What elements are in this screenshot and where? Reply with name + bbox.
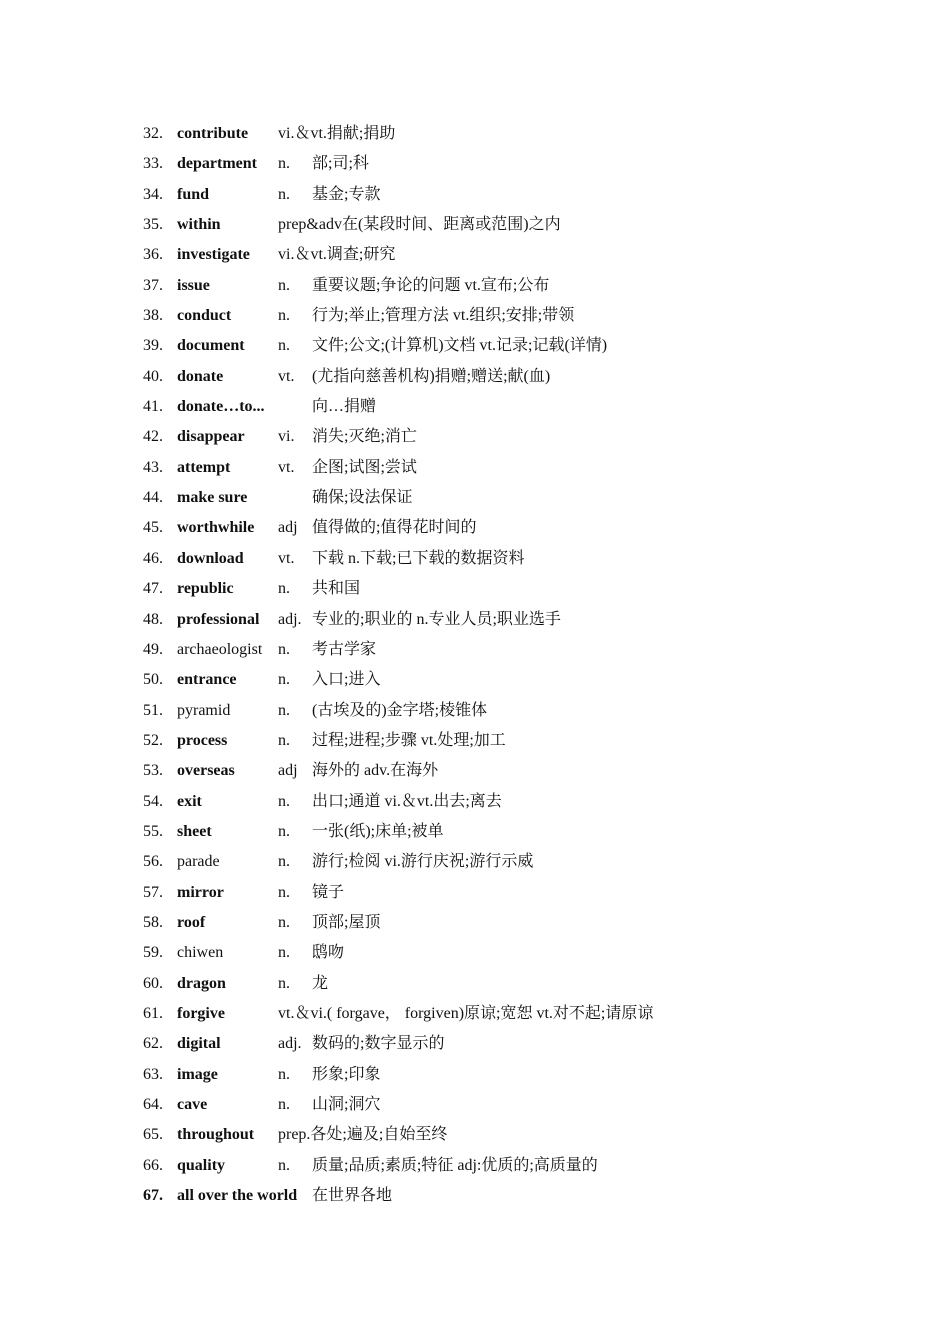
entry-number: 45.: [143, 519, 163, 537]
entry-part-of-speech: n.: [278, 883, 290, 901]
vocab-entry: [0, 422, 950, 452]
vocab-entry: [0, 119, 950, 149]
entry-number: 49.: [143, 640, 163, 658]
entry-definition: 部;司;科: [312, 155, 369, 173]
entry-part-of-speech: n.: [278, 1096, 290, 1113]
entry-definition: 龙: [312, 974, 329, 992]
entry-word: professional: [177, 610, 260, 628]
entry-part-of-speech: n.: [278, 792, 290, 810]
entry-number: 67.: [143, 1187, 163, 1205]
vocab-entry: [0, 513, 950, 543]
entry-definition: vi.＆vt.捐献;捐助: [278, 125, 396, 142]
entry-word: archaeologist: [177, 640, 263, 658]
entry-word: within: [177, 216, 221, 234]
vocab-entry: [0, 392, 950, 422]
entry-number: 34.: [143, 185, 163, 203]
entry-definition: prep.各处;遍及;自始至终: [278, 1126, 448, 1144]
entry-part-of-speech: n.: [278, 580, 290, 598]
vocab-entry: [0, 787, 950, 817]
entry-definition: 确保;设法保证: [312, 489, 413, 507]
entry-number: 57.: [143, 883, 163, 901]
entry-number: 47.: [143, 580, 163, 598]
entry-definition: (尤指向慈善机构)捐赠;赠送;献(血): [312, 367, 551, 385]
vocabulary-list: [0, 119, 950, 1211]
entry-number: 39.: [143, 337, 163, 355]
entry-word: make sure: [177, 489, 248, 507]
vocab-entry: [0, 483, 950, 513]
vocab-entry: [0, 756, 950, 786]
entry-word: donate: [177, 367, 224, 385]
entry-definition: 镜子: [312, 883, 345, 901]
entry-number: 61.: [143, 1004, 163, 1022]
entry-definition: prep&adv在(某段时间、距离或范围)之内: [278, 216, 561, 234]
entry-definition: 入口;进入: [312, 671, 381, 689]
vocab-entry: [0, 180, 950, 210]
entry-word: process: [177, 731, 228, 749]
vocab-entry: [0, 1029, 950, 1059]
entry-definition: (古埃及的)金字塔;棱锥体: [312, 701, 488, 719]
entry-number: 65.: [143, 1126, 163, 1144]
entry-definition: 顶部;屋顶: [312, 913, 381, 931]
entry-word: all over the world: [177, 1187, 298, 1205]
entry-part-of-speech: n.: [278, 307, 290, 325]
entry-number: 60.: [143, 974, 163, 992]
entry-number: 35.: [143, 216, 163, 234]
entry-part-of-speech: adj.: [278, 1035, 302, 1053]
entry-definition: 一张(纸);床单;被单: [312, 822, 444, 840]
vocab-entry: [0, 938, 950, 968]
entry-part-of-speech: n.: [278, 974, 290, 992]
entry-word: overseas: [177, 762, 235, 780]
vocab-entry: [0, 817, 950, 847]
entry-word: mirror: [177, 883, 224, 901]
entry-word: image: [177, 1065, 218, 1083]
entry-part-of-speech: vt.: [278, 549, 295, 567]
entry-word: cave: [177, 1096, 208, 1113]
vocab-entry: [0, 605, 950, 635]
vocab-entry: [0, 878, 950, 908]
entry-word: investigate: [177, 246, 250, 264]
entry-definition: 海外的 adv.在海外: [312, 762, 439, 780]
entry-number: 58.: [143, 913, 163, 931]
entry-definition: vt.＆vi.( forgave， forgiven)原谅;宽恕 vt.对不起;请原谅: [278, 1004, 654, 1022]
entry-word: roof: [177, 913, 206, 931]
entry-number: 54.: [143, 792, 163, 810]
entry-word: download: [177, 549, 244, 567]
entry-part-of-speech: adj.: [278, 610, 302, 628]
entry-word: exit: [177, 792, 202, 810]
entry-definition: vi.＆vt.调查;研究: [278, 246, 396, 264]
vocab-entry: [0, 210, 950, 240]
entry-word: pyramid: [177, 701, 231, 719]
vocab-entry: [0, 635, 950, 665]
entry-part-of-speech: n.: [278, 853, 290, 871]
entry-definition: 游行;检阅 vi.游行庆祝;游行示威: [312, 853, 534, 871]
entry-part-of-speech: n.: [278, 1156, 290, 1174]
entry-word: department: [177, 155, 257, 173]
entry-number: 46.: [143, 549, 163, 567]
entry-number: 40.: [143, 367, 163, 385]
vocab-entry: [0, 149, 950, 179]
entry-number: 63.: [143, 1065, 163, 1083]
entry-part-of-speech: adj: [278, 762, 298, 780]
entry-definition: 在世界各地: [312, 1187, 393, 1205]
entry-part-of-speech: n.: [278, 731, 290, 749]
entry-part-of-speech: vt.: [278, 458, 295, 476]
vocab-entry: [0, 696, 950, 726]
entry-word: digital: [177, 1035, 221, 1053]
entry-part-of-speech: n.: [278, 1065, 290, 1083]
vocab-entry: [0, 544, 950, 574]
entry-number: 56.: [143, 853, 163, 871]
vocab-entry: [0, 574, 950, 604]
entry-number: 37.: [143, 276, 163, 294]
entry-word: dragon: [177, 974, 226, 992]
entry-word: issue: [177, 276, 210, 294]
entry-number: 62.: [143, 1035, 163, 1053]
entry-number: 43.: [143, 458, 163, 476]
entry-word: throughout: [177, 1126, 255, 1144]
entry-definition: 鸱吻: [312, 944, 345, 962]
entry-part-of-speech: n.: [278, 185, 290, 203]
entry-part-of-speech: n.: [278, 671, 290, 689]
vocab-entry: [0, 1120, 950, 1150]
entry-word: sheet: [177, 822, 212, 840]
entry-number: 50.: [143, 671, 163, 689]
entry-part-of-speech: n.: [278, 701, 290, 719]
entry-part-of-speech: vt.: [278, 367, 295, 385]
vocab-entry: [0, 969, 950, 999]
entry-definition: 考古学家: [312, 640, 377, 658]
entry-part-of-speech: n.: [278, 337, 290, 355]
entry-definition: 消失;灭绝;消亡: [312, 428, 417, 446]
entry-definition: 文件;公文;(计算机)文档 vt.记录;记载(详情): [312, 337, 608, 355]
vocab-entry: [0, 1060, 950, 1090]
vocab-entry: [0, 301, 950, 331]
vocab-entry: [0, 1151, 950, 1181]
entry-definition: 重要议题;争论的问题 vt.宣布;公布: [312, 276, 550, 294]
entry-word: document: [177, 337, 245, 355]
entry-definition: 基金;专款: [312, 185, 381, 203]
entry-definition: 向…捐赠: [312, 398, 377, 416]
entry-word: conduct: [177, 307, 232, 325]
vocab-entry: [0, 453, 950, 483]
entry-part-of-speech: adj: [278, 519, 298, 537]
entry-definition: 专业的;职业的 n.专业人员;职业选手: [312, 610, 561, 628]
entry-word: parade: [177, 853, 220, 871]
entry-part-of-speech: vi.: [278, 428, 295, 446]
vocab-entry: [0, 1090, 950, 1120]
vocab-entry: [0, 726, 950, 756]
entry-part-of-speech: n.: [278, 822, 290, 840]
entry-word: fund: [177, 185, 210, 203]
entry-definition: 共和国: [312, 580, 361, 598]
vocab-entry: [0, 362, 950, 392]
vocab-entry: [0, 665, 950, 695]
vocab-entry: [0, 271, 950, 301]
entry-word: quality: [177, 1156, 226, 1174]
entry-word: republic: [177, 580, 234, 598]
entry-number: 38.: [143, 307, 163, 325]
entry-number: 53.: [143, 762, 163, 780]
entry-word: chiwen: [177, 944, 224, 962]
entry-number: 44.: [143, 489, 163, 507]
entry-definition: 出口;通道 vi.＆vt.出去;离去: [312, 792, 502, 810]
vocab-entry: [0, 999, 950, 1029]
entry-number: 33.: [143, 155, 163, 173]
entry-definition: 值得做的;值得花时间的: [312, 519, 477, 537]
entry-word: entrance: [177, 671, 237, 689]
entry-part-of-speech: n.: [278, 155, 290, 173]
entry-number: 42.: [143, 428, 163, 446]
entry-word: disappear: [177, 428, 245, 446]
entry-number: 48.: [143, 610, 163, 628]
entry-word: contribute: [177, 125, 249, 142]
entry-number: 51.: [143, 701, 163, 719]
entry-number: 41.: [143, 398, 163, 416]
entry-definition: 质量;品质;素质;特征 adj:优质的;高质量的: [312, 1156, 598, 1174]
entry-definition: 山洞;洞穴: [312, 1096, 381, 1113]
entry-word: forgive: [177, 1004, 225, 1022]
entry-definition: 企图;试图;尝试: [312, 458, 417, 476]
entry-definition: 形象;印象: [312, 1065, 381, 1083]
entry-word: attempt: [177, 458, 231, 476]
vocab-entry: [0, 908, 950, 938]
vocab-entry: [0, 1181, 950, 1211]
entry-word: donate…to...: [177, 398, 265, 416]
entry-definition: 行为;举止;管理方法 vt.组织;安排;带领: [312, 307, 575, 325]
entry-number: 32.: [143, 125, 163, 142]
vocab-entry: [0, 331, 950, 361]
entry-number: 59.: [143, 944, 163, 962]
entry-definition: 下载 n.下载;已下载的数据资料: [312, 549, 525, 567]
entry-number: 55.: [143, 822, 163, 840]
entry-part-of-speech: n.: [278, 913, 290, 931]
entry-number: 66.: [143, 1156, 163, 1174]
entry-definition: 过程;进程;步骤 vt.处理;加工: [312, 731, 506, 749]
entry-part-of-speech: n.: [278, 276, 290, 294]
entry-number: 36.: [143, 246, 163, 264]
entry-part-of-speech: n.: [278, 944, 290, 962]
entry-number: 52.: [143, 731, 163, 749]
vocab-entry: [0, 240, 950, 270]
entry-definition: 数码的;数字显示的: [312, 1035, 445, 1053]
entry-part-of-speech: n.: [278, 640, 290, 658]
entry-word: worthwhile: [177, 519, 255, 537]
vocab-entry: [0, 847, 950, 877]
entry-number: 64.: [143, 1096, 163, 1113]
